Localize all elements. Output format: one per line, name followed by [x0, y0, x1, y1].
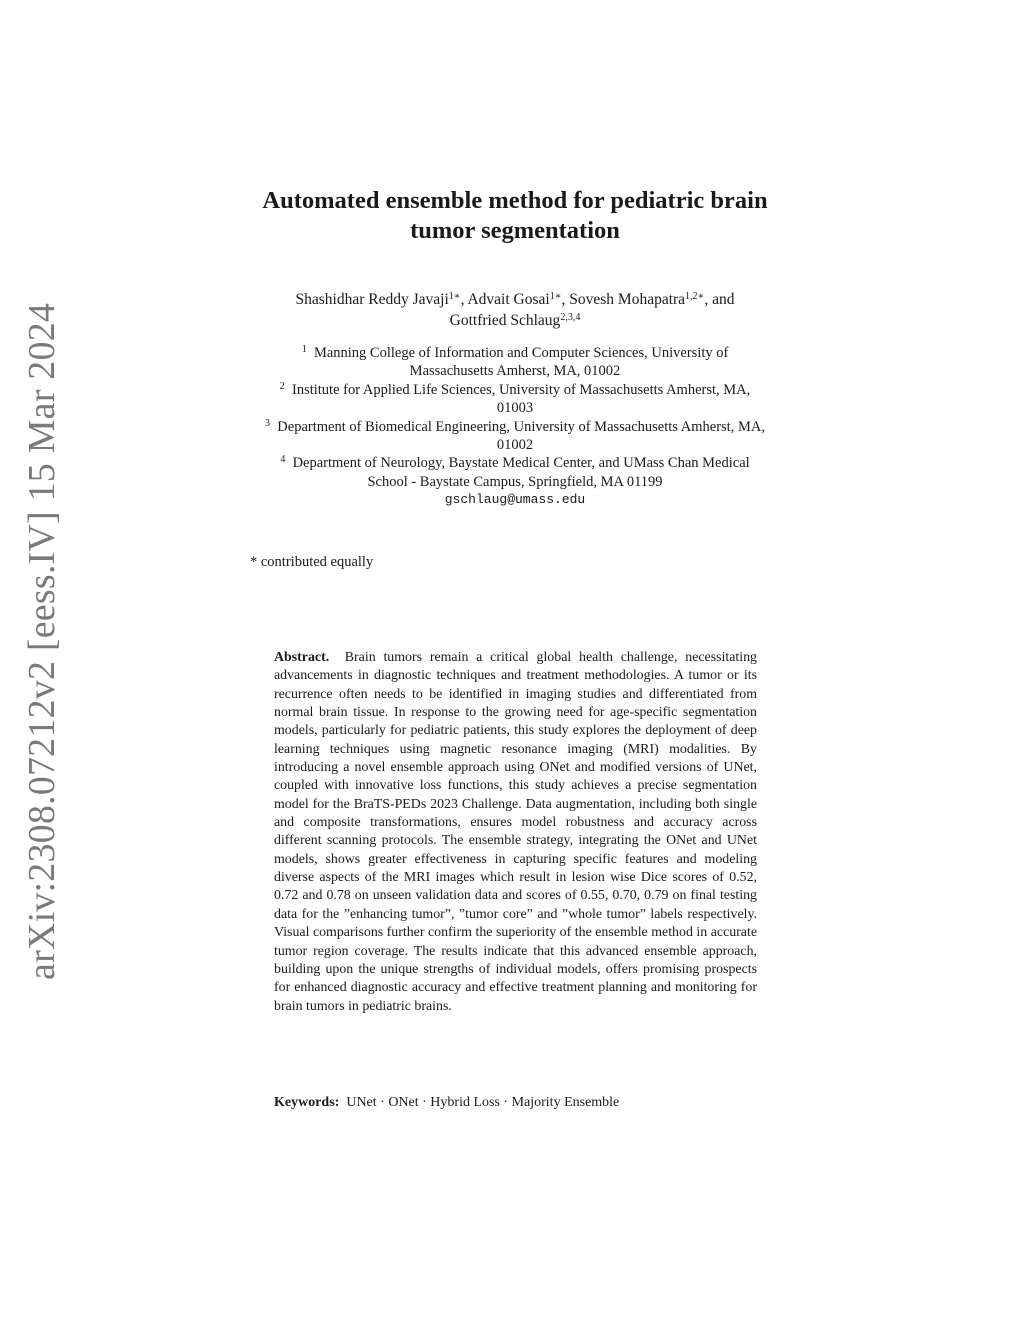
author-marks: 1∗	[448, 291, 461, 302]
keywords-text: UNet · ONet · Hybrid Loss · Majority Ensemble	[346, 1095, 620, 1110]
affiliation-1-line-1	[0, 344, 1024, 362]
abstract-text: Brain tumors remain a critical global health challenge, necessitating advancements in diagnostic techniques and treatment methodologies. A tumor or its recurrence often needs to be identified in imaging studies and differentiated from normal brain tissue. In response to the growing need for age-specific segmentation models, particularly for pediatric patients, this study explores the deployment of deep learning techniques using magnetic resonance imaging (MRI) modalities. By introducing a novel ensemble approach using ONet and modified versions of UNet, coupled with innovative loss functions, this study achieves a precise segmentation model for the BraTS-PEDs 2023 Challenge. Data augmentation, including both single and composite transformations, ensures model robustness and accuracy across different scanning protocols. The ensemble strategy, integrating the ONet and UNet models, shows greater effectiveness in capturing specific features and modeling diverse aspects of the MRI images which result in lesion wise Dice scores of 0.52, 0.72 and 0.78 on unseen validation data and scores of 0.55, 0.70, 0.79 on final testing data for the ”enhancing tumor”, ”tumor core” and ”whole tumor” labels respectively. Visual comparisons further confirm the superiority of the ensemble method in accurate tumor region coverage. The results indicate that this advanced ensemble approach, building upon the unique strengths of individual models, offers promising prospects for enhanced diagnostic accuracy and effective treatment planning and monitoring for brain tumors in pediatric brains.	[274, 650, 757, 1014]
author-line-1	[0, 289, 1024, 310]
author-marks: 2,3,4	[560, 312, 581, 323]
affiliation-text: Institute for Applied Life Sciences, University of Massachusetts Amherst, MA,	[291, 381, 751, 398]
contact-email[interactable]: gschlaug@umass.edu	[444, 492, 586, 508]
author-name: Gottfried Schlaug	[449, 312, 561, 329]
keywords	[274, 1095, 619, 1111]
title-line-2: tumor segmentation	[410, 217, 620, 244]
abstract-label: Abstract.	[274, 650, 330, 665]
author-and: , and	[704, 291, 735, 308]
abstract	[274, 649, 757, 1016]
author-list	[0, 289, 1024, 331]
affiliation-number: 1	[301, 344, 307, 355]
affiliation-2-line-2: 01003	[496, 400, 534, 417]
author-name: Shashidhar Reddy Javaji	[295, 291, 449, 308]
author-separator: ,	[561, 291, 570, 308]
affiliation-3-line-1	[0, 418, 1024, 436]
affiliation-4-line-1	[0, 454, 1024, 472]
affiliation-number: 2	[279, 380, 285, 392]
author-separator: ,	[460, 291, 468, 308]
affiliation-4-line-2: School - Baystate Campus, Springfield, MA 01199	[367, 473, 663, 490]
author-marks: 1,2∗	[685, 291, 705, 302]
author-name: Sovesh Mohapatra	[569, 291, 686, 308]
author-marks: 1∗	[549, 291, 562, 302]
affiliation-number: 4	[280, 454, 286, 466]
author-name: Advait Gosai	[467, 291, 550, 308]
title-line-1: Automated ensemble method for pediatric brain	[262, 187, 768, 214]
author-line-2	[0, 310, 1024, 331]
affiliation-text: Department of Neurology, Baystate Medical Center, and UMass Chan Medical	[292, 455, 750, 472]
affiliation-1-line-2: Massachusetts Amherst, MA, 01002	[409, 363, 621, 380]
affiliation-list	[0, 344, 1024, 510]
affiliation-text: Manning College of Information and Computer Sciences, University of	[313, 345, 729, 361]
affiliation-text: Department of Biomedical Engineering, University of Massachusetts Amherst, MA,	[277, 418, 765, 435]
keywords-label: Keywords:	[274, 1095, 340, 1110]
paper-title	[0, 186, 1024, 246]
affiliation-3-line-2: 01002	[496, 437, 534, 454]
arxiv-sidebar-stamp: arXiv:2308.07212v2 [eess.IV] 15 Mar 2024	[21, 302, 63, 980]
affiliation-number: 3	[265, 417, 271, 429]
equal-contribution-note: * contributed equally	[250, 554, 374, 570]
affiliation-2-line-1	[0, 381, 1024, 399]
